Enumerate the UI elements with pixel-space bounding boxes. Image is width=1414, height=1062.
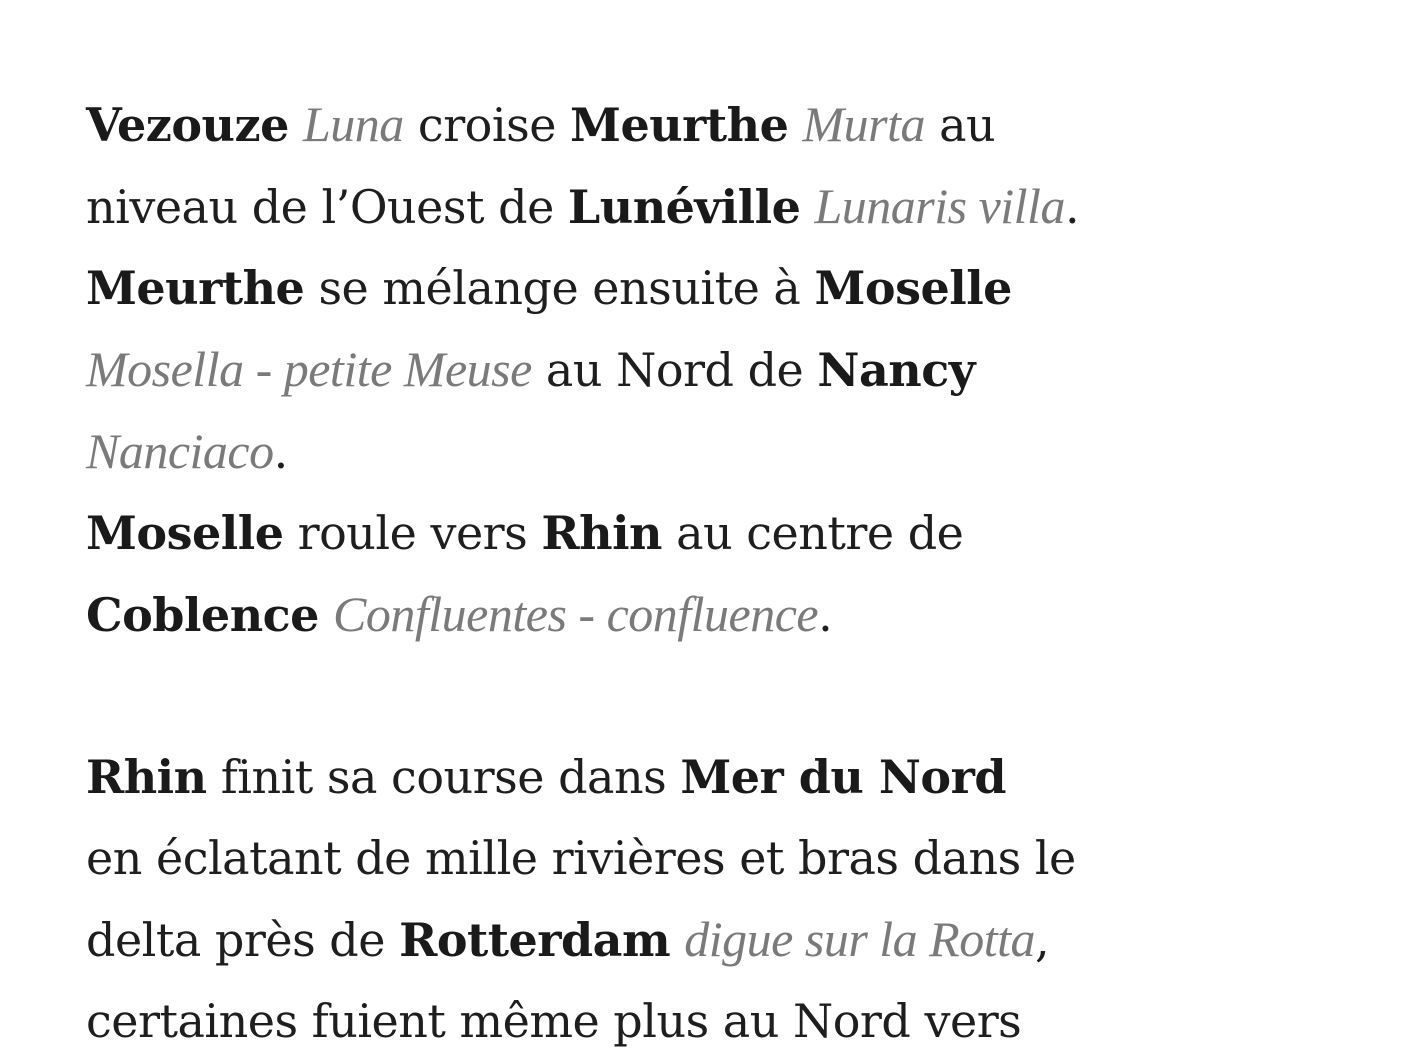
latin-name: Luna bbox=[303, 96, 404, 152]
paragraph-rhine-delta bbox=[86, 737, 1286, 1062]
text-run: , bbox=[1035, 913, 1050, 967]
place-name: Moselle bbox=[814, 261, 1012, 315]
place-name: Nancy bbox=[817, 343, 975, 397]
text-document bbox=[86, 84, 1286, 1062]
text-run: . bbox=[273, 425, 288, 479]
text-run: . bbox=[818, 588, 833, 642]
text-line bbox=[86, 737, 1286, 818]
text-run bbox=[800, 180, 814, 234]
text-run: finit sa course dans bbox=[206, 750, 681, 804]
place-name: Moselle bbox=[86, 506, 284, 560]
text-run: niveau de l’Ouest de bbox=[86, 180, 568, 234]
latin-name: Confluentes - confluence bbox=[333, 586, 819, 642]
place-name: Rotterdam bbox=[399, 913, 671, 967]
text-run: au bbox=[925, 98, 996, 152]
text-run: au Nord de bbox=[531, 343, 818, 397]
place-name: Rhin bbox=[86, 750, 207, 804]
text-run: se mélange ensuite à bbox=[304, 261, 815, 315]
text-line bbox=[86, 411, 1286, 493]
place-name: Coblence bbox=[86, 588, 319, 642]
text-run bbox=[670, 913, 684, 967]
text-run: certaines fuient même plus au Nord vers bbox=[86, 994, 1022, 1048]
paragraph-moselle-route bbox=[86, 84, 1286, 656]
place-name: Rhin bbox=[541, 506, 662, 560]
text-run: delta près de bbox=[86, 913, 400, 967]
text-run: en éclatant de mille rivières et bras dans le bbox=[86, 831, 1076, 885]
text-line bbox=[86, 166, 1286, 248]
text-run: roule vers bbox=[283, 506, 542, 560]
text-run bbox=[289, 98, 303, 152]
paragraph-spacer bbox=[86, 656, 1286, 737]
text-line bbox=[86, 493, 1286, 574]
text-line bbox=[86, 329, 1286, 411]
place-name: Mer du Nord bbox=[680, 750, 1006, 804]
latin-name: Nanciaco bbox=[86, 423, 274, 479]
text-line bbox=[86, 981, 1286, 1062]
text-line bbox=[86, 818, 1286, 899]
text-line bbox=[86, 899, 1286, 981]
latin-name: Murta bbox=[802, 96, 925, 152]
text-run: croise bbox=[403, 98, 571, 152]
text-line bbox=[86, 84, 1286, 166]
text-run: . bbox=[1064, 180, 1080, 234]
text-run bbox=[319, 588, 333, 642]
latin-name: Lunaris villa bbox=[814, 178, 1065, 234]
place-name: Meurthe bbox=[570, 98, 789, 152]
text-run bbox=[788, 98, 802, 152]
text-run: au centre de bbox=[662, 506, 964, 560]
text-line bbox=[86, 248, 1286, 329]
latin-name: Mosella - petite Meuse bbox=[86, 341, 532, 397]
place-name: Meurthe bbox=[86, 261, 305, 315]
place-name: Vezouze bbox=[86, 98, 289, 152]
place-name: Lunéville bbox=[567, 180, 801, 234]
text-line bbox=[86, 574, 1286, 656]
latin-name: digue sur la Rotta bbox=[684, 911, 1035, 967]
